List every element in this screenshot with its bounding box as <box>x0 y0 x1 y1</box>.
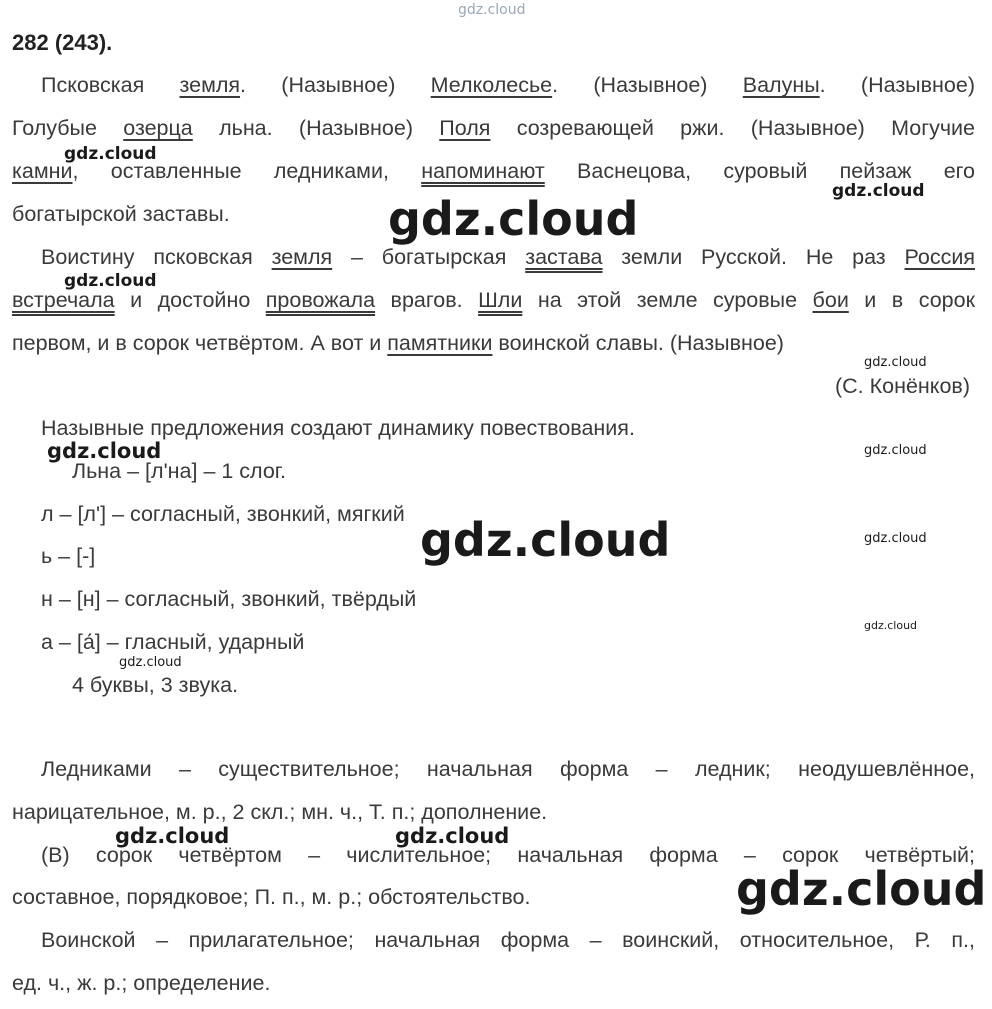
morph-line: Ледниками – существительное; начальная форма – ледник; неодушевлённое, <box>41 757 975 781</box>
subject-word: памятники <box>387 331 493 355</box>
watermark: gdz.cloud <box>388 192 639 246</box>
predicate-word: провожала <box>265 288 376 312</box>
morph-line: (В) сорок четвёртом – числительное; начальная форма – сорок четвёртый; <box>41 843 975 867</box>
subject-word: камни <box>12 159 73 183</box>
predicate-word: напоминают <box>421 159 545 183</box>
watermark: gdz.cloud <box>864 619 918 632</box>
text-line: камни, оставленные ледниками, напоминают Васнецова, суровый пейзаж его <box>12 159 975 183</box>
text-line: Псковская земля. (Назывное) Мелколесье. (Назывное) Валуны. (Назывное) <box>41 73 975 97</box>
watermark: gdz.cloud <box>864 355 927 370</box>
predicate-word: Шли <box>478 288 523 312</box>
watermark: gdz.cloud <box>864 443 927 458</box>
watermark: gdz.cloud <box>64 271 157 291</box>
predicate-word: встречала <box>12 288 115 312</box>
note-text: Назывные предложения создают динамику повествования. <box>41 416 635 440</box>
author-attribution: (С. Конёнков) <box>834 374 970 398</box>
watermark: gdz.cloud <box>115 824 230 848</box>
subject-word: Россия <box>904 245 976 269</box>
watermark: gdz.cloud <box>832 181 925 201</box>
subject-word: земля <box>271 245 333 269</box>
morph-line: ед. ч., ж. р.; определение. <box>12 971 271 995</box>
morph-line: нарицательное, м. р., 2 скл.; мн. ч., Т. п.; дополнение. <box>12 800 548 824</box>
watermark: gdz.cloud <box>119 655 182 670</box>
subject-word: озерца <box>123 116 193 140</box>
phonetic-row: л – [л'] – согласный, звонкий, мягкий <box>41 502 405 526</box>
subject-word: Валуны <box>742 73 820 97</box>
watermark: gdz.cloud <box>395 824 510 848</box>
text-line: встречала и достойно провожала врагов. Шли на этой земле суровые бои и в сорок <box>12 288 975 312</box>
watermark: gdz.cloud <box>864 531 927 546</box>
subject-word: земля <box>179 73 241 97</box>
phonetic-row: ь – [-] <box>41 544 96 568</box>
watermark: gdz.cloud <box>458 2 526 18</box>
watermark: gdz.cloud <box>736 862 987 916</box>
watermark: gdz.cloud <box>420 513 671 567</box>
watermark: gdz.cloud <box>47 439 162 463</box>
exercise-number: 282 (243). <box>12 30 113 55</box>
subject-word: Поля <box>439 116 491 140</box>
text-line: богатырской заставы. <box>12 202 230 226</box>
phonetic-word: Льна – [л'на] – 1 слог. <box>72 459 286 483</box>
watermark: gdz.cloud <box>64 144 157 164</box>
morph-line: Воинской – прилагательное; начальная форма – воинский, относительное, Р. п., <box>41 928 975 952</box>
text-line: Воистину псковская земля – богатырская застава земли Русской. Не раз Россия <box>41 245 976 269</box>
predicate-word: застава <box>525 245 603 269</box>
text-line: первом, и в сорок четвёртом. А вот и памятники воинской славы. (Назывное) <box>12 331 784 355</box>
subject-word: Мелколесье <box>430 73 553 97</box>
text-line: Голубые озерца льна. (Назывное) Поля созревающей ржи. (Назывное) Могучие <box>12 116 975 140</box>
phonetic-row: н – [н] – согласный, звонкий, твёрдый <box>41 587 417 611</box>
subject-word: бои <box>812 288 849 312</box>
morph-line: составное, порядковое; П. п., м. р.; обстоятельство. <box>12 885 531 909</box>
phonetic-row: а – [а́] – гласный, ударный <box>41 630 305 654</box>
phonetic-summary: 4 буквы, 3 звука. <box>72 673 239 697</box>
